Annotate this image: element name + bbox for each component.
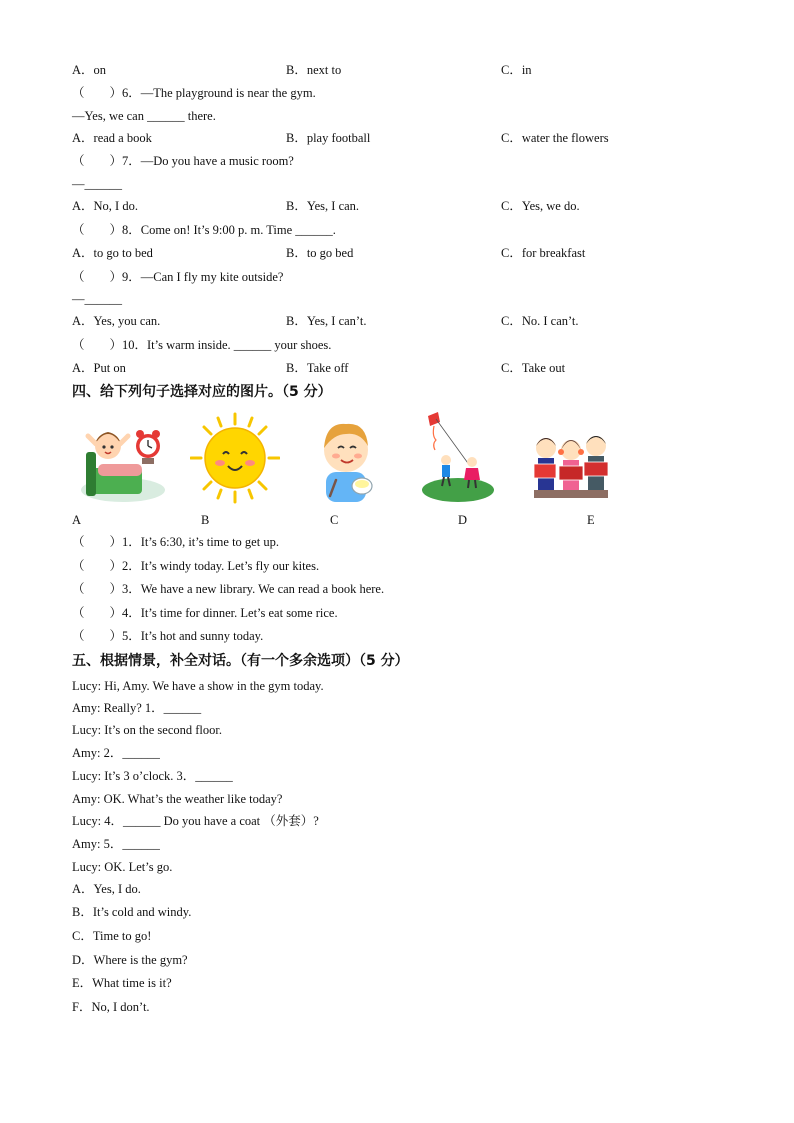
q10-option-c: C．Take out	[501, 361, 566, 375]
dialogue-line-9: Lucy: OK. Let’s go.	[72, 860, 173, 874]
q9-option-a: A．Yes, you can.	[72, 314, 161, 328]
q9-option-c: C．No. I can’t.	[501, 314, 579, 328]
dialogue-line-8: Amy: 5．______	[72, 837, 160, 851]
q7-reply: —______	[72, 177, 122, 191]
q8-option-b: B．to go bed	[286, 246, 354, 260]
q6-option-c: C．water the flowers	[501, 131, 609, 145]
section4-item-1: （ ）1．It’s 6:30, it’s time to get up.	[72, 535, 279, 549]
q9-stem: （ ）9．—Can I fly my kite outside?	[72, 270, 284, 284]
dialogue-line-5: Lucy: It’s 3 o’clock. 3．______	[72, 769, 233, 783]
q7-option-c: C．Yes, we do.	[501, 199, 580, 213]
girl-waking-up-icon	[78, 410, 168, 506]
section4-item-3: （ ）3．We have a new library. We can read a book here.	[72, 582, 385, 596]
section5-option-c: C．Time to go!	[72, 929, 152, 943]
q10-stem: （ ）10．It’s warm inside. ______ your shoes.	[72, 338, 332, 352]
picture-label-e: E	[587, 513, 595, 527]
picture-label-b: B	[201, 513, 210, 527]
picture-label-c: C	[330, 513, 339, 527]
children-flying-kite-icon	[420, 410, 500, 506]
q9-reply: —______	[72, 292, 122, 306]
dialogue-line-3: Lucy: It’s on the second floor.	[72, 723, 222, 737]
boy-eating-icon	[312, 410, 382, 506]
section4-heading: 四、给下列句子选择对应的图片。（5 分）	[72, 384, 332, 400]
dialogue-line-7: Lucy: 4．______ Do you have a coat （外套）?	[72, 814, 319, 828]
section5-heading: 五、根据情景，补全对话。（有一个多余选项）（5 分）	[72, 653, 409, 669]
q9-option-b: B．Yes, I can’t.	[286, 314, 367, 328]
section5-option-b: B．It’s cold and windy.	[72, 905, 192, 919]
section5-option-a: A．Yes, I do.	[72, 882, 141, 896]
section4-item-2: （ ）2．It’s windy today. Let’s fly our kites.	[72, 559, 320, 573]
section5-option-e: E．What time is it?	[72, 976, 172, 990]
children-reading-books-icon	[528, 410, 614, 506]
q5-option-a: A．on	[72, 63, 107, 77]
section5-option-f: F．No, I don’t.	[72, 1000, 150, 1014]
q5-option-c: C．in	[501, 63, 532, 77]
q7-stem: （ ）7．—Do you have a music room?	[72, 154, 294, 168]
q8-option-c: C．for breakfast	[501, 246, 586, 260]
q8-stem: （ ）8．Come on! It’s 9:00 p. m. Time ______.	[72, 223, 336, 237]
q6-option-a: A．read a book	[72, 131, 152, 145]
section4-item-4: （ ）4．It’s time for dinner. Let’s eat some rice.	[72, 606, 338, 620]
section5-option-d: D．Where is the gym?	[72, 953, 188, 967]
q10-option-a: A．Put on	[72, 361, 126, 375]
smiling-sun-icon	[190, 410, 280, 506]
picture-label-a: A	[72, 513, 82, 527]
q7-option-a: A．No, I do.	[72, 199, 138, 213]
dialogue-line-6: Amy: OK. What’s the weather like today?	[72, 792, 283, 806]
q10-option-b: B．Take off	[286, 361, 349, 375]
q6-reply: —Yes, we can ______ there.	[72, 109, 216, 123]
q6-stem: （ ）6．—The playground is near the gym.	[72, 86, 316, 100]
q5-option-b: B．next to	[286, 63, 342, 77]
q7-option-b: B．Yes, I can.	[286, 199, 360, 213]
q6-option-b: B．play football	[286, 131, 371, 145]
picture-label-d: D	[458, 513, 468, 527]
section4-item-5: （ ）5．It’s hot and sunny today.	[72, 629, 264, 643]
q8-option-a: A．to go to bed	[72, 246, 153, 260]
dialogue-line-4: Amy: 2．______	[72, 746, 160, 760]
dialogue-line-1: Lucy: Hi, Amy. We have a show in the gym today.	[72, 679, 324, 693]
dialogue-line-2: Amy: Really? 1．______	[72, 701, 202, 715]
